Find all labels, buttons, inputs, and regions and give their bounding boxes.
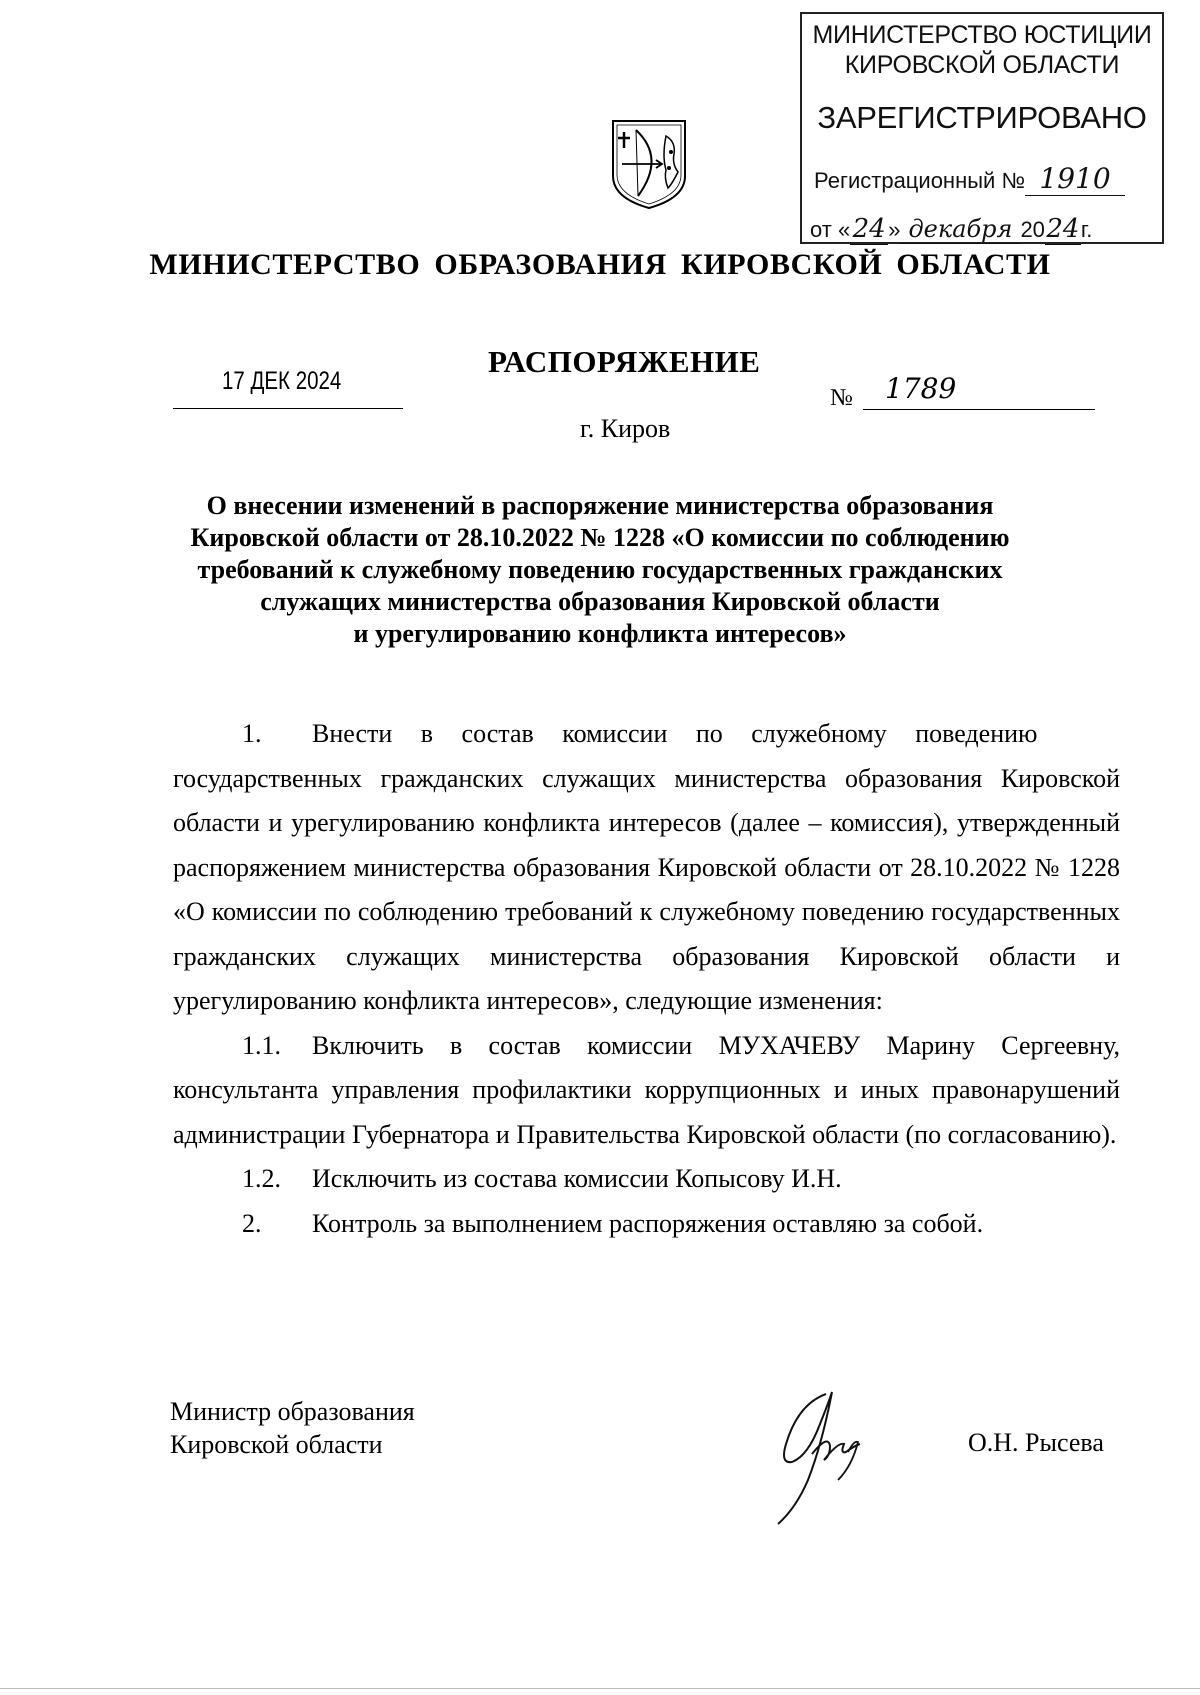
heading-line: служащих министерства образования Кировской области [260,587,940,616]
paragraph-number: 1.1. [242,1030,281,1060]
paragraph-text: Внести в состав комиссии по служебному поведению [312,719,1038,748]
stamp-organization [802,20,1162,80]
paragraph-number: 1. [242,719,262,748]
stamp-date-row [810,214,1092,245]
stamp-date-year: 24 [1046,214,1080,244]
paragraph-1-1 [173,1024,1120,1158]
date-underline [173,408,403,409]
stamp-reg-number: 1910 [1025,162,1125,196]
position-line: Министр образования [170,1397,415,1426]
stamp-org-line1: МИНИСТЕРСТВО ЮСТИЦИИ [812,21,1152,49]
paragraph-1-continued: государственных гражданских служащих министерства образования Кировской области и урегулированию конфликта интересов (далее – комиссия), утвержденный распоряжением министерства образования Кировской области от 28.10.2022 № 1228 «О комиссии по соблюдению требований к служебному поведению государственных гражданских служащих министерства образования Кировской области и урегулированию конфликта интересов», следующие изменения: [173,763,1120,1015]
number-label: № [830,385,853,411]
stamp-date-prefix: от « [810,217,851,242]
heading-line: и урегулированию конфликта интересов» [353,619,847,648]
document-heading [150,490,1050,650]
signatory-position [170,1395,415,1461]
stamp-date-month: декабря [900,215,1020,244]
paragraph-1-2 [173,1157,1120,1202]
stamp-org-line2: КИРОВСКОЙ ОБЛАСТИ [844,51,1120,79]
document-type: РАСПОРЯЖЕНИЕ [488,344,761,379]
document-number: 1789 [885,372,957,405]
heading-line: требований к служебному поведению государственных гражданских [197,555,1003,584]
handwritten-signature-icon [768,1384,888,1526]
coat-of-arms-icon [610,118,688,210]
signatory-name: О.Н. Рысева [968,1428,1104,1457]
paragraph-1 [173,712,1120,757]
paragraph-number: 1.2. [242,1164,281,1193]
stamp-reg-number-row [814,162,1125,196]
stamp-date-suffix: г. [1080,217,1093,242]
paragraph-2 [173,1202,1120,1247]
stamp-reg-label: Регистрационный № [814,168,1026,193]
paragraph-text: Включить в состав комиссии МУХАЧЕВУ Марину Сергеевну, консультанта управления профилактики коррупционных и иных правонарушений администрации Губернатора и Правительства Кировской области (по согласованию). [173,1030,1120,1149]
paragraph-text: Контроль за выполнением распоряжения оставляю за собой. [312,1208,984,1238]
number-underline [863,409,1095,410]
stamp-date-mid: » [888,217,901,242]
stamp-status: ЗАРЕГИСТРИРОВАНО [817,100,1147,135]
stamp-date-day: 24 [850,214,888,245]
ministry-title: МИНИСТЕРСТВО ОБРАЗОВАНИЯ КИРОВСКОЙ ОБЛАСТИ [149,248,1051,281]
heading-line: О внесении изменений в распоряжение министерства образования [206,491,994,520]
stamp-date-year-prefix: 20 [1020,217,1045,242]
registration-stamp [800,12,1164,244]
heading-line: Кировской области от 28.10.2022 № 1228 «О комиссии по соблюдению [190,523,1010,552]
city: г. Киров [580,414,671,443]
document-body [173,712,1120,1246]
paragraph-text: Исключить из состава комиссии Копысову И.Н. [312,1164,842,1193]
document-date: 17 ДЕК 2024 [222,367,342,395]
position-line: Кировской области [170,1430,383,1459]
page-edge [0,1688,1200,1689]
paragraph-number: 2. [242,1208,262,1238]
